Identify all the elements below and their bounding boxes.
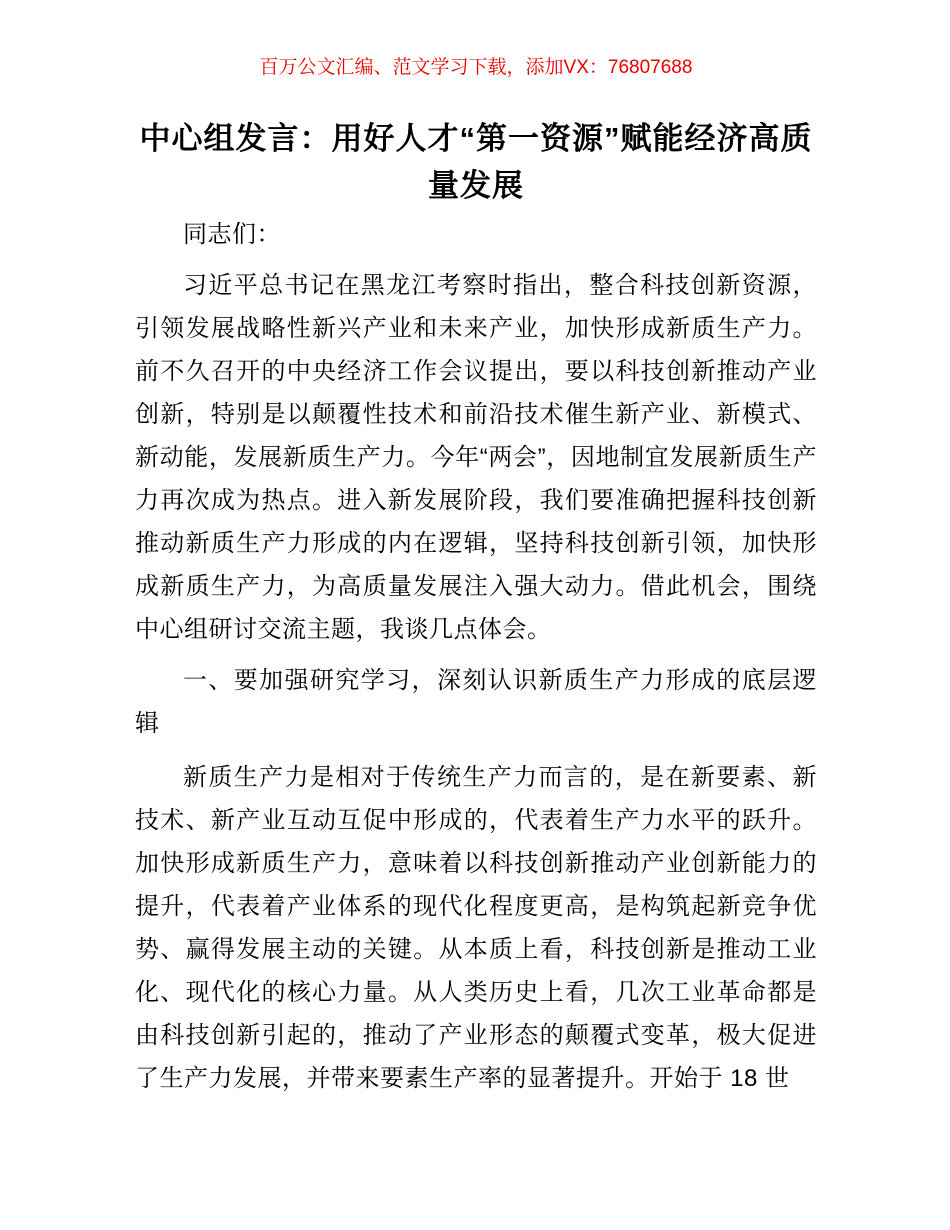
section-heading-1: 一、要加强研究学习，深刻认识新质生产力形成的底层逻辑 <box>135 667 817 737</box>
paragraph-section-1-body: 新质生产力是相对于传统生产力而言的，是在新要素、新技术、新产业互动互促中形成的，代表着生产力水平的跃升。加快形成新质生产力，意味着以科技创新推动产业创新能力的提升，代表着产业体系的现代化程度更高，是构筑起新竞争优势、赢得发展主动的关键。从本质上看，科技创新是推动工业化、现代化的核心力量。从人类历史上看，几次工业革命都是由科技创新引起的，推动了产业形态的颠覆式变革，极大促进了生产力发展，并带来要素生产率的显著提升。开始于 18 世 <box>135 764 817 1092</box>
promo-header-text: 百万公文汇编、范文学习下载，添加VX：76807688 <box>259 57 693 78</box>
salutation: 同志们： <box>183 221 281 248</box>
document-title: 中心组发言：用好人才“第一资源”赋能经济高质量发展 <box>139 121 813 203</box>
paragraph-intro: 习近平总书记在黑龙江考察时指出，整合科技创新资源，引领发展战略性新兴产业和未来产业，加快形成新质生产力。前不久召开的中央经济工作会议提出，要以科技创新推动产业创新，特别是以颠覆性技术和前沿技术催生新产业、新模式、新动能，发展新质生产力。今年“两会”，因地制宜发展新质生产力再次成为热点。进入新发展阶段，我们要准确把握科技创新推动新质生产力形成的内在逻辑，坚持科技创新引领，加快形成新质生产力，为高质量发展注入强大动力。借此机会，围绕中心组研讨交流主题，我谈几点体会。 <box>135 272 817 643</box>
